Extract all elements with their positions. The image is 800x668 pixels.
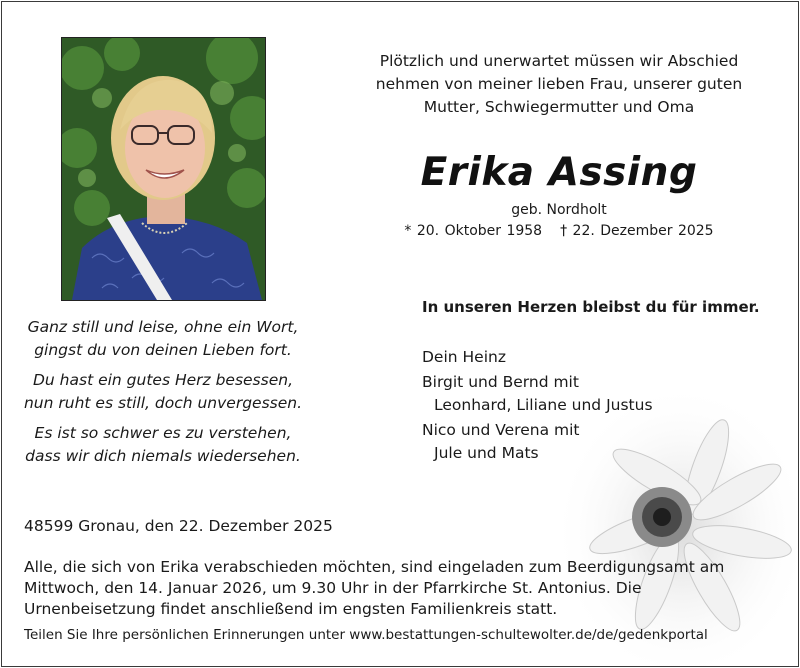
portrait-photo xyxy=(61,37,266,301)
life-dates xyxy=(364,223,754,239)
poem-line: gingst du von deinen Lieben fort. xyxy=(34,341,292,359)
family-list xyxy=(422,346,653,467)
place-date: 48599 Gronau, den 22. Dezember 2025 xyxy=(24,517,333,535)
family-member xyxy=(422,371,653,417)
obituary-card xyxy=(1,1,799,667)
poem-stanza xyxy=(22,422,304,468)
intro-line: Plötzlich und unerwartet müssen wir Abschied xyxy=(379,52,739,70)
poem xyxy=(22,316,304,475)
poem-stanza xyxy=(22,316,304,362)
family-member xyxy=(422,346,653,369)
family-member xyxy=(422,419,653,465)
death-date: † 22. Dezember 2025 xyxy=(560,223,714,239)
deceased-name: Erika Assing xyxy=(420,150,698,195)
maiden-name: geb. Nordholt xyxy=(511,202,607,218)
family-children: Leonhard, Liliane und Justus xyxy=(434,396,653,414)
family-line: Nico und Verena mit xyxy=(422,421,580,439)
memorial-portal-text: Teilen Sie Ihre persönlichen Erinnerungen unter www.bestattungen-schultewolter.de/de/gedenkportal xyxy=(24,627,708,643)
poem-line: Ganz still und leise, ohne ein Wort, xyxy=(27,318,299,336)
birth-date: * 20. Oktober 1958 xyxy=(404,223,543,239)
funeral-notice: Alle, die sich von Erika verabschieden möchten, sind eingeladen zum Beerdigungsamt am Mittwoch, den 14. Januar 2026, um 9.30 Uhr in der Pfarrkirche St. Antonius. Die Urnenbeisetzung findet anschließend im engsten Familienkreis statt. xyxy=(24,558,725,618)
intro-text xyxy=(364,50,754,119)
family-line: Dein Heinz xyxy=(422,348,506,366)
poem-line: Du hast ein gutes Herz besessen, xyxy=(32,371,293,389)
poem-line: dass wir dich niemals wiedersehen. xyxy=(25,447,301,465)
intro-line: Mutter, Schwiegermutter und Oma xyxy=(423,98,695,116)
poem-stanza xyxy=(22,369,304,415)
family-children: Jule und Mats xyxy=(434,444,539,462)
motto: In unseren Herzen bleibst du für immer. xyxy=(422,298,760,316)
intro-line: nehmen von meiner lieben Frau, unserer guten xyxy=(375,75,743,93)
poem-line: nun ruht es still, doch unvergessen. xyxy=(23,394,303,412)
poem-line: Es ist so schwer es zu verstehen, xyxy=(34,424,292,442)
family-line: Birgit und Bernd mit xyxy=(422,373,579,391)
